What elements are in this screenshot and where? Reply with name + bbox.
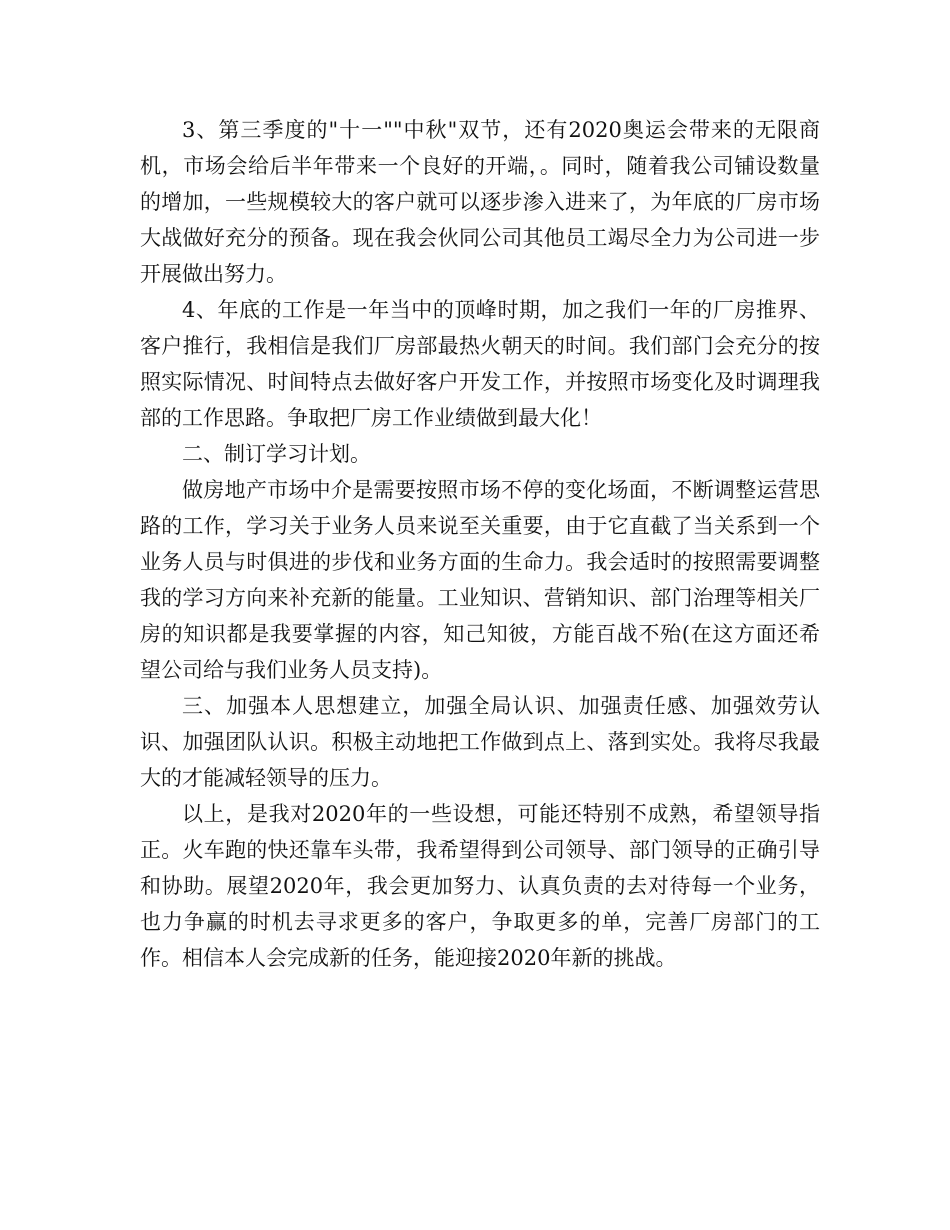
paragraph-strengthen-thinking: 三、加强本人思想建立，加强全局认识、加强责任感、加强效劳认识、加强团队认识。积极主动地把工作做到点上、落到实处。我将尽我最大的才能减轻领导的压力。 [140,694,820,790]
paragraph-year-end: 4、年底的工作是一年当中的顶峰时期，加之我们一年的厂房推界、客户推行，我相信是我们厂房部最热火朝天的时间。我们部门会充分的按照实际情况、时间特点去做好客户开发工作，并按照市场变化及时调理我部的工作思路。争取把厂房工作业绩做到最大化！ [140,298,820,430]
paragraph-conclusion: 以上，是我对2020年的一些设想，可能还特别不成熟，希望领导指正。火车跑的快还靠车头带，我希望得到公司领导、部门领导的正确引导和协助。展望2020年，我会更加努力、认真负责的去对待每一个业务，也力争赢的时机去寻求更多的客户，争取更多的单，完善厂房部门的工作。相信本人会完成新的任务，能迎接2020年新的挑战。 [140,802,820,970]
paragraph-third-quarter: 3、第三季度的"十一""中秋"双节，还有2020奥运会带来的无限商机，市场会给后半年带来一个良好的开端，。同时，随着我公司铺设数量的增加，一些规模较大的客户就可以逐步渗入进来了，为年底的厂房市场大战做好充分的预备。现在我会伙同公司其他员工竭尽全力为公司进一步开展做出努力。 [140,118,820,286]
paragraph-study-plan: 做房地产市场中介是需要按照市场不停的变化场面，不断调整运营思路的工作，学习关于业务人员来说至关重要，由于它直截了当关系到一个业务人员与时俱进的步伐和业务方面的生命力。我会适时的按照需要调整我的学习方向来补充新的能量。工业知识、营销知识、部门治理等相关厂房的知识都是我要掌握的内容，知己知彼，方能百战不殆(在这方面还希望公司给与我们业务人员支持)。 [140,478,820,682]
heading-study-plan: 二、制订学习计划。 [182,442,371,466]
document-body [140,112,820,976]
